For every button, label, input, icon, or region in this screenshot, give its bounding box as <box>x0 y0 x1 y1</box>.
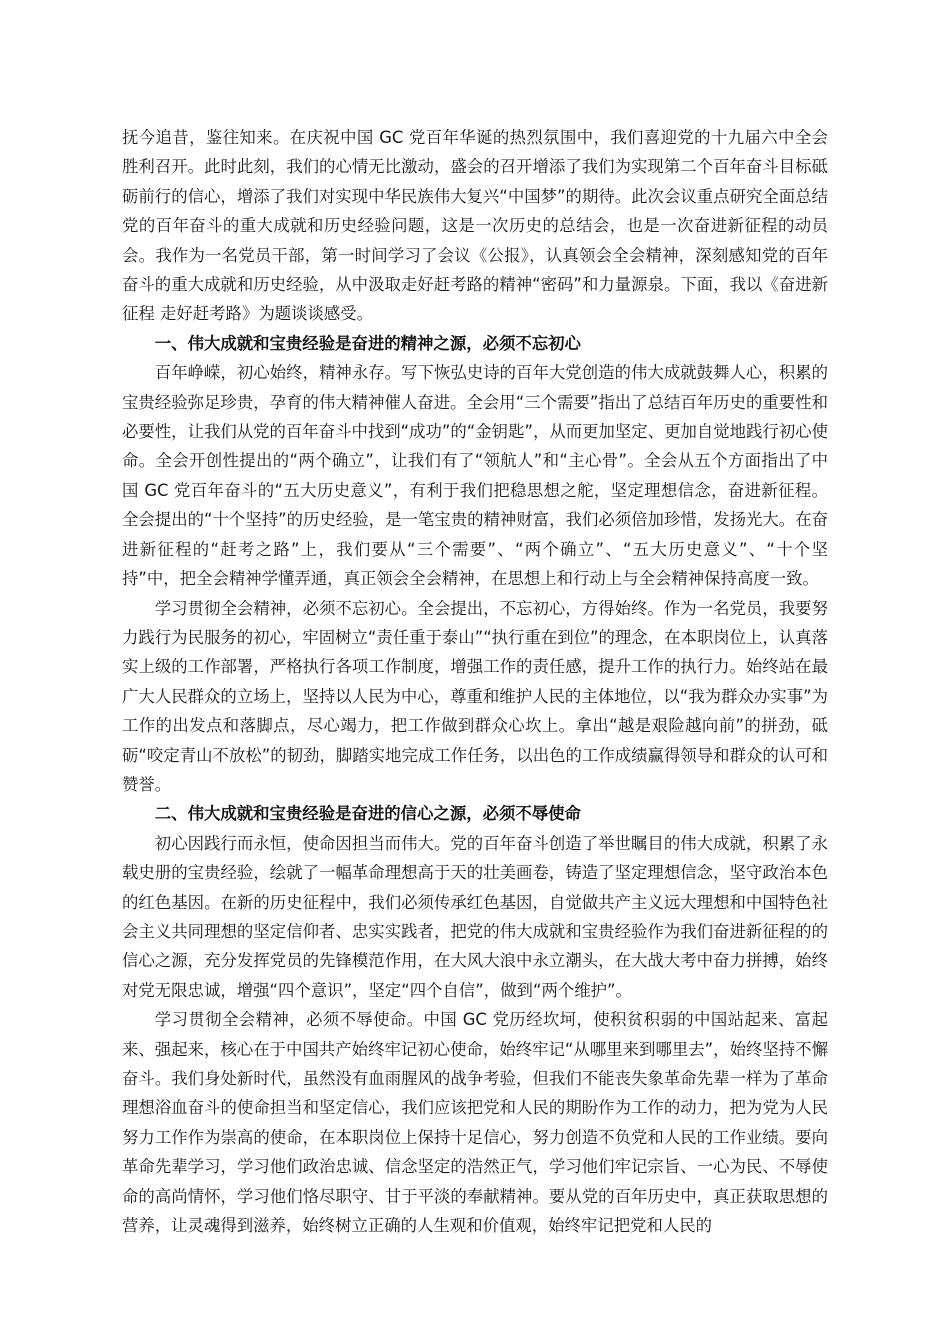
section-2-paragraph-1: 初心因践行而永恒，使命因担当而伟大。党的百年奋斗创造了举世瞩目的伟大成就，积累了永载史册的宝贵经验，绘就了一幅革命理想高于天的壮美画卷，铸造了坚定理想信念，坚守政治本色的红色基因。在新的历史征程中，我们必须传承红色基因，自觉做共产主义远大理想和中国特色社会主义共同理想的坚定信仰者、忠实实践者，把党的伟大成就和宝贵经验作为我们奋进新征程的的信心之源，充分发挥党员的先锋模范作用，在大风大浪中永立潮头，在大战大考中奋力拼搏，始终对党无限忠诚，增强“四个意识”，坚定“四个自信”，做到“两个维护”。 <box>122 833 828 1000</box>
document-body <box>122 123 828 1240</box>
section-1-paragraph-2: 学习贯彻全会精神，必须不忘初心。全会提出，不忘初心，方得始终。作为一名党员，我要努力践行为民服务的初心，牢固树立“责任重于泰山”“执行重在到位”的理念，在本职岗位上，认真落实上级的工作部署，严格执行各项工作制度，增强工作的责任感，提升工作的执行力。始终站在最广大人民群众的立场上，坚持以人民为中心，尊重和维护人民的主体地位，以“我为群众办实事”为工作的出发点和落脚点，尽心竭力，把工作做到群众心坎上。拿出“越是艰险越向前”的拼劲，砥砺“咬定青山不放松”的韧劲，脚踏实地完成工作任务，以出色的工作成绩赢得领导和群众的认可和赞誉。 <box>122 598 828 794</box>
intro-paragraph: 抚今追昔，鉴往知来。在庆祝中国 GC 党百年华诞的热烈氛围中，我们喜迎党的十九届六中全会胜利召开。此时此刻，我们的心情无比激动，盛会的召开增添了我们为实现第二个百年奋斗目标砥砺前行的信心，增添了我们对实现中华民族伟大复兴“中国梦”的期待。此次会议重点研究全面总结党的百年奋斗的重大成就和历史经验问题，这是一次历史的总结会，也是一次奋进新征程的动员会。我作为一名党员干部，第一时间学习了会议《公报》，认真领会全会精神，深刻感知党的百年奋斗的重大成就和历史经验，从中汲取走好赶考路的精神“密码”和力量源泉。下面，我以《奋进新征程 走好赶考路》为题谈谈感受。 <box>122 128 828 324</box>
section-2-paragraph-2: 学习贯彻全会精神，必须不辱使命。中国 GC 党历经坎坷，使积贫积弱的中国站起来、富起来、强起来，核心在于中国共产始终牢记初心使命，始终牢记“从哪里来到哪里去”，始终坚持不懈奋斗。我们身处新时代，虽然没有血雨腥风的战争考验，但我们不能丧失象革命先辈一样为了革命理想浴血奋斗的使命担当和坚定信心，我们应该把党和人民的期盼作为工作的动力，把为党为人民努力工作作为崇高的使命，在本职岗位上保持十足信心，努力创造不负党和人民的工作业绩。要向革命先辈学习，学习他们政治忠诚、信念坚定的浩然正气，学习他们牢记宗旨、一心为民、不辱使命的高尚情怀，学习他们恪尽职守、甘于平淡的奉献精神。要从党的百年历史中，真正获取思想的营养，让灵魂得到滋养，始终树立正确的人生观和价值观，始终牢记把党和人民的 <box>122 1010 828 1236</box>
section-1-paragraph-1: 百年峥嵘，初心始终，精神永存。写下恢弘史诗的百年大党创造的伟大成就鼓舞人心，积累的宝贵经验弥足珍贵，孕育的伟大精神催人奋进。全会用“三个需要”指出了总结百年历史的重要性和必要性，让我们从党的百年奋斗中找到“成功”的“金钥匙”，从而更加坚定、更加自觉地践行初心使命。全会开创性提出的“两个确立”，让我们有了“领航人”和“主心骨”。全会从五个方面指出了中国 GC 党百年奋斗的“五大历史意义”，有利于我们把稳思想之舵，坚定理想信念，奋进新征程。全会提出的“十个坚持”的历史经验，是一笔宝贵的精神财富，我们必须倍加珍惜，发扬光大。在奋进新征程的“赶考之路”上，我们要从“三个需要”、“两个确立”、“五大历史意义”、“十个坚持”中，把全会精神学懂弄通，真正领会全会精神，在思想上和行动上与全会精神保持高度一致。 <box>122 363 828 589</box>
section-2-heading: 二、伟大成就和宝贵经验是奋进的信心之源，必须不辱使命 <box>154 804 581 824</box>
section-1-heading: 一、伟大成就和宝贵经验是奋进的精神之源，必须不忘初心 <box>154 333 581 353</box>
